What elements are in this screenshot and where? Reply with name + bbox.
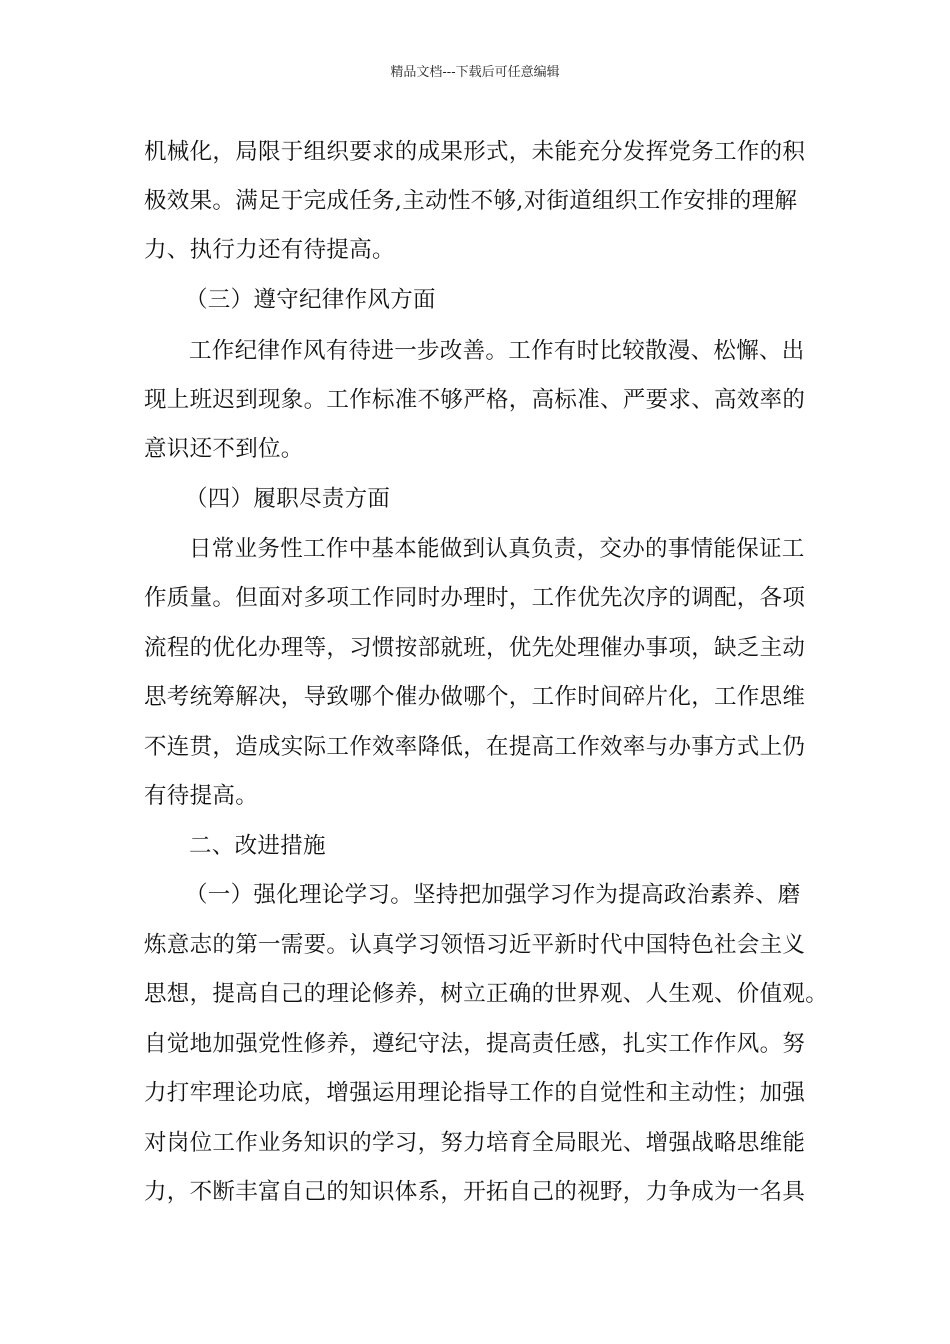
body-line: 自觉地加强党性修养，遵纪守法，提高责任感，扎实工作作风。努	[144, 1031, 806, 1057]
body-line: 极效果。满足于完成任务,主动性不够,对街道组织工作安排的理解	[144, 188, 798, 214]
body-line: 日常业务性工作中基本能做到认真负责，交办的事情能保证工	[189, 536, 805, 562]
page-header: 精品文档---下载后可任意编辑	[390, 65, 560, 80]
body-line: 现上班迟到现象。工作标准不够严格，高标准、严要求、高效率的	[144, 387, 806, 413]
body-line: 不连贯，造成实际工作效率降低，在提高工作效率与办事方式上仍	[144, 734, 806, 760]
body-line: 对岗位工作业务知识的学习，努力培育全局眼光、增强战略思维能	[144, 1130, 806, 1156]
body-line: 意识还不到位。	[144, 436, 304, 462]
body-line: 思考统筹解决，导致哪个催办做哪个，工作时间碎片化，工作思维	[144, 684, 806, 710]
section-heading: （四）履职尽责方面	[185, 486, 391, 512]
section-heading: （三）遵守纪律作风方面	[185, 287, 436, 313]
body-line: 力，不断丰富自己的知识体系，开拓自己的视野，力争成为一名具	[144, 1179, 806, 1205]
body-line: 工作纪律作风有待进一步改善。工作有时比较散漫、松懈、出	[189, 338, 805, 364]
body-line: 有待提高。	[144, 783, 259, 809]
body-line: 力、执行力还有待提高。	[144, 237, 395, 263]
body-line: 力打牢理论功底，增强运用理论指导工作的自觉性和主动性；加强	[144, 1080, 806, 1106]
body-line: 炼意志的第一需要。认真学习领悟习近平新时代中国特色社会主义	[144, 932, 806, 958]
body-line: 思想，提高自己的理论修养，树立正确的世界观、人生观、价值观。	[144, 981, 829, 1007]
section-heading: 二、改进措施	[189, 833, 326, 859]
body-line: 作质量。但面对多项工作同时办理时，工作优先次序的调配，各项	[144, 585, 806, 611]
body-line: 机械化，局限于组织要求的成果形式，未能充分发挥党务工作的积	[144, 139, 806, 165]
body-line: 流程的优化办理等，习惯按部就班，优先处理催办事项，缺乏主动	[144, 635, 806, 661]
body-line: （一）强化理论学习。坚持把加强学习作为提高政治素养、磨	[185, 882, 801, 908]
